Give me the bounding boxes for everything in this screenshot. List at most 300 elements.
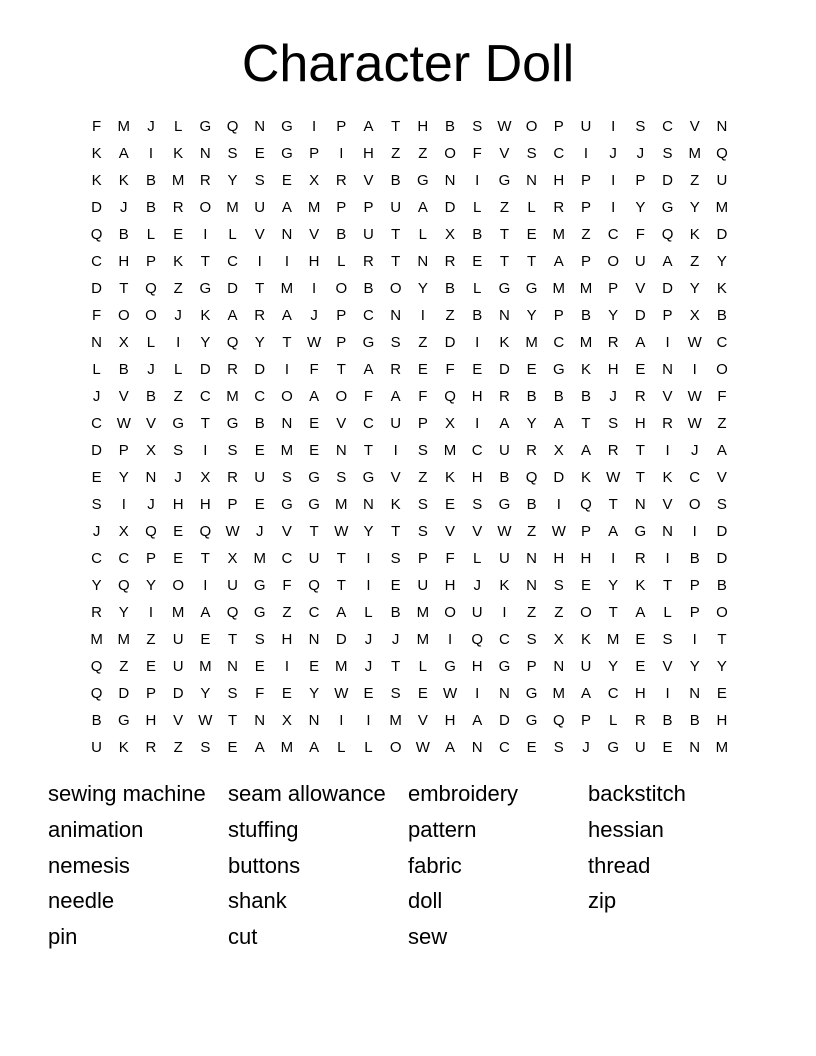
grid-letter: T: [499, 253, 509, 270]
grid-letter: T: [336, 577, 346, 594]
grid-row: [83, 680, 736, 707]
grid-letter: G: [498, 658, 511, 675]
grid-letter: B: [118, 361, 129, 378]
grid-letter: O: [607, 253, 619, 270]
grid-letter: E: [635, 361, 646, 378]
grid-letter: E: [173, 226, 184, 243]
grid-letter: E: [472, 361, 483, 378]
grid-letter: P: [145, 253, 156, 270]
grid-letter: F: [282, 577, 292, 594]
grid-letter: J: [473, 577, 481, 594]
grid-letter: T: [608, 496, 618, 513]
grid-letter: B: [472, 307, 483, 324]
word-list: [48, 778, 788, 957]
grid-letter: B: [254, 415, 265, 432]
grid-letter: N: [526, 550, 538, 567]
grid-letter: I: [366, 550, 371, 567]
grid-letter: O: [580, 604, 592, 621]
grid-letter: X: [553, 442, 564, 459]
grid-letter: W: [551, 523, 566, 540]
grid-letter: Z: [527, 604, 537, 621]
grid-letter: H: [118, 253, 130, 270]
grid-letter: N: [363, 496, 374, 513]
grid-letter: J: [120, 199, 128, 216]
grid-letter: Y: [689, 199, 700, 216]
grid-letter: G: [444, 658, 456, 675]
grid-letter: Y: [689, 280, 700, 297]
grid-letter: N: [662, 361, 673, 378]
grid-letter: K: [118, 739, 129, 756]
grid-letter: G: [308, 469, 320, 486]
grid-letter: J: [255, 523, 264, 540]
grid-letter: R: [634, 550, 646, 567]
grid-letter: W: [415, 739, 430, 756]
grid-letter: A: [281, 199, 292, 216]
grid-letter: B: [716, 307, 727, 324]
grid-letter: Y: [118, 469, 129, 486]
grid-letter: Z: [173, 280, 183, 297]
grid-letter: T: [499, 226, 509, 243]
grid-letter: Q: [226, 604, 239, 621]
grid-letter: V: [716, 469, 727, 486]
grid-letter: E: [635, 631, 646, 648]
grid-letter: A: [390, 388, 401, 405]
grid-letter: T: [336, 550, 346, 567]
grid-letter: W: [442, 685, 458, 702]
grid-row: [83, 140, 736, 167]
grid-letter: H: [471, 388, 483, 405]
grid-letter: N: [526, 577, 538, 594]
grid-letter: M: [226, 199, 239, 216]
grid-letter: D: [716, 523, 728, 540]
grid-letter: S: [526, 145, 537, 162]
grid-letter: S: [417, 442, 428, 459]
grid-letter: Y: [145, 577, 156, 594]
grid-letter: L: [527, 199, 536, 216]
grid-letter: F: [445, 361, 455, 378]
grid-letter: Q: [90, 658, 103, 675]
grid-row: [83, 221, 736, 248]
grid-letter: U: [254, 469, 266, 486]
grid-letter: L: [173, 118, 183, 135]
grid-letter: L: [92, 361, 101, 378]
word-list-item: pattern: [408, 816, 477, 842]
grid-letter: F: [472, 145, 482, 162]
grid-letter: N: [526, 172, 538, 189]
grid-letter: I: [447, 631, 453, 648]
grid-letter: L: [146, 334, 156, 351]
word-list-item: thread: [588, 852, 651, 878]
grid-letter: T: [227, 631, 238, 648]
grid-letter: Y: [526, 415, 537, 432]
grid-letter: Q: [226, 334, 239, 351]
grid-letter: B: [445, 118, 456, 135]
grid-letter: C: [91, 550, 103, 567]
grid-row: [83, 626, 736, 653]
grid-letter: U: [716, 172, 728, 189]
grid-letter: P: [662, 307, 673, 324]
grid-letter: K: [689, 226, 700, 243]
grid-letter: M: [715, 739, 729, 756]
grid-letter: O: [688, 496, 701, 513]
grid-letter: M: [335, 658, 348, 675]
grid-letter: Q: [471, 631, 484, 648]
grid-letter: U: [172, 658, 184, 675]
grid-letter: U: [390, 199, 402, 216]
grid-letter: L: [337, 739, 346, 756]
grid-letter: X: [118, 334, 129, 351]
grid-letter: B: [390, 604, 401, 621]
grid-letter: B: [336, 226, 347, 243]
grid-letter: L: [663, 604, 672, 621]
grid-letter: A: [499, 415, 510, 432]
grid-letter: G: [498, 496, 511, 513]
grid-row: [83, 707, 736, 734]
grid-letter: U: [308, 550, 320, 567]
grid-letter: I: [312, 118, 317, 135]
word-list-item: cut: [228, 924, 258, 950]
grid-letter: U: [227, 577, 238, 594]
grid-row: [83, 329, 736, 356]
grid-letter: D: [553, 469, 565, 486]
grid-letter: T: [227, 712, 238, 729]
grid-letter: O: [335, 388, 348, 405]
grid-letter: K: [580, 361, 591, 378]
grid-letter: E: [417, 685, 428, 702]
grid-letter: R: [498, 388, 510, 405]
grid-letter: M: [90, 631, 103, 648]
grid-letter: D: [254, 361, 266, 378]
word-list-item: seam allowance: [228, 781, 386, 806]
grid-letter: C: [607, 685, 619, 702]
grid-letter: I: [475, 415, 480, 432]
grid-letter: Y: [689, 658, 700, 675]
grid-letter: P: [336, 118, 347, 135]
grid-letter: P: [336, 307, 347, 324]
word-list-item: fabric: [408, 852, 462, 878]
grid-letter: B: [390, 172, 401, 189]
grid-letter: Z: [418, 334, 428, 351]
grid-letter: E: [390, 577, 401, 594]
grid-letter: V: [173, 712, 184, 729]
grid-row: [83, 545, 736, 572]
grid-letter: J: [690, 442, 699, 459]
grid-letter: H: [553, 172, 565, 189]
grid-letter: J: [174, 307, 182, 324]
grid-letter: K: [91, 145, 102, 162]
grid-letter: J: [636, 145, 645, 162]
grid-letter: I: [475, 172, 480, 189]
grid-letter: U: [390, 415, 402, 432]
grid-letter: J: [582, 739, 590, 756]
grid-letter: E: [445, 496, 456, 513]
grid-letter: S: [173, 442, 184, 459]
grid-letter: L: [608, 712, 618, 729]
grid-letter: N: [553, 658, 565, 675]
grid-letter: I: [475, 685, 480, 702]
grid-letter: N: [308, 712, 320, 729]
grid-letter: O: [389, 280, 402, 297]
grid-letter: T: [391, 226, 401, 243]
grid-letter: J: [174, 469, 182, 486]
grid-letter: B: [363, 280, 374, 297]
grid-letter: S: [417, 523, 428, 540]
grid-letter: F: [445, 550, 455, 567]
grid-letter: G: [362, 334, 375, 351]
grid-letter: Y: [526, 307, 537, 324]
grid-letter: T: [527, 253, 537, 270]
grid-letter: O: [145, 307, 157, 324]
grid-letter: H: [580, 550, 592, 567]
grid-letter: L: [418, 658, 428, 675]
grid-letter: E: [173, 550, 184, 567]
grid-letter: I: [611, 199, 616, 216]
grid-letter: R: [634, 712, 646, 729]
grid-row: [83, 356, 736, 383]
grid-letter: H: [607, 361, 619, 378]
grid-letter: R: [145, 739, 157, 756]
grid-letter: W: [606, 469, 621, 486]
grid-letter: C: [553, 334, 565, 351]
grid-letter: C: [118, 550, 130, 567]
grid-letter: B: [526, 496, 537, 513]
grid-letter: N: [417, 253, 429, 270]
grid-letter: D: [444, 334, 456, 351]
grid-letter: Y: [200, 334, 211, 351]
grid-letter: N: [281, 226, 293, 243]
grid-letter: V: [417, 712, 428, 729]
grid-letter: A: [336, 604, 347, 621]
grid-letter: B: [499, 469, 510, 486]
grid-letter: D: [91, 280, 103, 297]
grid-letter: N: [227, 658, 238, 675]
grid-letter: P: [635, 172, 646, 189]
grid-letter: E: [526, 361, 537, 378]
grid-letter: I: [203, 226, 208, 243]
grid-letter: X: [553, 631, 564, 648]
grid-letter: K: [173, 145, 184, 162]
grid-letter: G: [253, 604, 266, 621]
grid-letter: E: [309, 658, 320, 675]
grid-letter: I: [583, 145, 589, 162]
grid-letter: P: [580, 523, 591, 540]
grid-letter: V: [689, 118, 700, 135]
grid-letter: G: [199, 118, 212, 135]
grid-letter: X: [281, 712, 292, 729]
grid-letter: R: [254, 307, 266, 324]
grid-letter: G: [525, 712, 538, 729]
grid-letter: H: [634, 685, 646, 702]
grid-letter: I: [121, 496, 126, 513]
grid-letter: L: [418, 226, 428, 243]
grid-letter: E: [580, 577, 591, 594]
grid-letter: E: [472, 253, 483, 270]
grid-letter: K: [635, 577, 646, 594]
grid-letter: U: [498, 550, 510, 567]
grid-letter: J: [609, 388, 617, 405]
grid-letter: U: [498, 442, 510, 459]
grid-letter: S: [390, 550, 401, 567]
grid-letter: X: [445, 226, 456, 243]
grid-letter: L: [364, 604, 373, 621]
grid-letter: P: [336, 199, 347, 216]
grid-letter: R: [390, 361, 402, 378]
grid-letter: A: [309, 388, 320, 405]
grid-letter: G: [308, 496, 320, 513]
grid-letter: N: [281, 415, 293, 432]
grid-letter: B: [145, 388, 156, 405]
grid-letter: I: [556, 496, 561, 513]
grid-letter: E: [173, 523, 184, 540]
grid-letter: A: [553, 253, 564, 270]
grid-letter: B: [580, 388, 591, 405]
grid-letter: B: [145, 199, 156, 216]
grid-row: [83, 410, 736, 437]
grid-letter: E: [635, 658, 646, 675]
grid-letter: Q: [145, 280, 157, 297]
grid-letter: S: [553, 577, 564, 594]
grid-letter: C: [662, 118, 673, 135]
grid-row: [83, 194, 736, 221]
grid-letter: C: [254, 388, 266, 405]
grid-letter: B: [91, 712, 102, 729]
grid-letter: N: [471, 739, 483, 756]
grid-letter: I: [366, 577, 371, 594]
grid-row: [83, 599, 736, 626]
grid-letter: A: [363, 361, 374, 378]
grid-letter: D: [227, 280, 238, 297]
grid-letter: N: [91, 334, 103, 351]
grid-letter: S: [390, 685, 401, 702]
grid-letter: N: [254, 118, 266, 135]
grid-letter: Z: [282, 604, 292, 621]
grid-letter: M: [606, 631, 620, 648]
grid-letter: N: [498, 685, 510, 702]
grid-letter: P: [580, 253, 591, 270]
grid-row: [83, 734, 736, 761]
grid-letter: U: [580, 658, 592, 675]
grid-letter: X: [445, 415, 456, 432]
grid-letter: H: [634, 415, 646, 432]
grid-letter: M: [117, 631, 131, 648]
grid-letter: T: [200, 253, 210, 270]
grid-letter: C: [199, 388, 211, 405]
grid-letter: Y: [91, 577, 102, 594]
grid-letter: C: [498, 631, 510, 648]
grid-letter: H: [716, 712, 728, 729]
grid-letter: C: [281, 550, 293, 567]
grid-letter: I: [203, 577, 208, 594]
grid-letter: V: [635, 280, 646, 297]
grid-letter: Z: [581, 226, 591, 243]
grid-letter: N: [689, 739, 701, 756]
grid-letter: W: [225, 523, 240, 540]
grid-letter: J: [92, 388, 101, 405]
grid-letter: S: [227, 145, 238, 162]
grid-letter: A: [445, 739, 456, 756]
grid-letter: N: [716, 118, 728, 135]
grid-letter: P: [336, 334, 347, 351]
grid-letter: E: [227, 739, 238, 756]
grid-letter: X: [145, 442, 156, 459]
grid-letter: I: [502, 604, 507, 621]
grid-letter: Q: [145, 523, 157, 540]
grid-letter: T: [363, 442, 374, 459]
grid-letter: B: [472, 226, 483, 243]
grid-letter: E: [526, 739, 537, 756]
grid-letter: J: [310, 307, 318, 324]
grid-letter: Z: [527, 523, 537, 540]
grid-letter: O: [117, 307, 130, 324]
grid-letter: D: [444, 199, 456, 216]
grid-letter: R: [335, 172, 347, 189]
grid-letter: I: [393, 442, 398, 459]
grid-letter: A: [227, 307, 238, 324]
grid-letter: W: [307, 334, 322, 351]
grid-letter: L: [337, 253, 346, 270]
grid-letter: R: [607, 334, 619, 351]
grid-letter: O: [281, 388, 293, 405]
grid-letter: G: [661, 199, 674, 216]
grid-letter: M: [443, 442, 457, 459]
grid-letter: Y: [309, 685, 320, 702]
grid-letter: H: [281, 631, 293, 648]
word-list-item: animation: [48, 816, 144, 842]
grid-letter: S: [526, 631, 537, 648]
grid-letter: R: [662, 415, 673, 432]
grid-letter: S: [227, 442, 238, 459]
grid-letter: C: [498, 739, 510, 756]
grid-letter: A: [472, 712, 483, 729]
grid-letter: M: [171, 604, 185, 621]
word-list-item: shank: [228, 888, 287, 914]
grid-row: [83, 653, 736, 680]
grid-letter: T: [581, 415, 591, 432]
grid-letter: G: [498, 172, 511, 189]
grid-letter: I: [611, 550, 616, 567]
grid-letter: B: [553, 388, 564, 405]
grid-letter: M: [117, 118, 131, 135]
grid-letter: J: [92, 523, 101, 540]
grid-letter: I: [665, 685, 670, 702]
grid-letter: F: [717, 388, 727, 405]
grid-letter: U: [634, 739, 646, 756]
grid-letter: F: [309, 361, 319, 378]
grid-letter: P: [553, 307, 564, 324]
grid-letter: N: [689, 685, 701, 702]
grid-letter: F: [363, 388, 374, 405]
grid-letter: T: [391, 253, 401, 270]
grid-letter: D: [335, 631, 347, 648]
word-list-item: hessian: [588, 816, 664, 842]
grid-letter: C: [553, 145, 565, 162]
grid-letter: G: [253, 577, 266, 594]
grid-letter: Z: [499, 199, 509, 216]
word-list-item: nemesis: [48, 852, 130, 878]
grid-letter: S: [472, 496, 483, 513]
grid-letter: S: [635, 118, 646, 135]
grid-letter: W: [687, 415, 702, 432]
grid-letter: X: [200, 469, 211, 486]
grid-letter: O: [335, 280, 348, 297]
grid-letter: C: [689, 469, 701, 486]
grid-letter: I: [665, 442, 670, 459]
grid-letter: R: [227, 469, 238, 486]
grid-row: [83, 464, 736, 491]
grid-letter: K: [173, 253, 184, 270]
grid-letter: Z: [690, 253, 700, 270]
grid-letter: G: [498, 280, 511, 297]
